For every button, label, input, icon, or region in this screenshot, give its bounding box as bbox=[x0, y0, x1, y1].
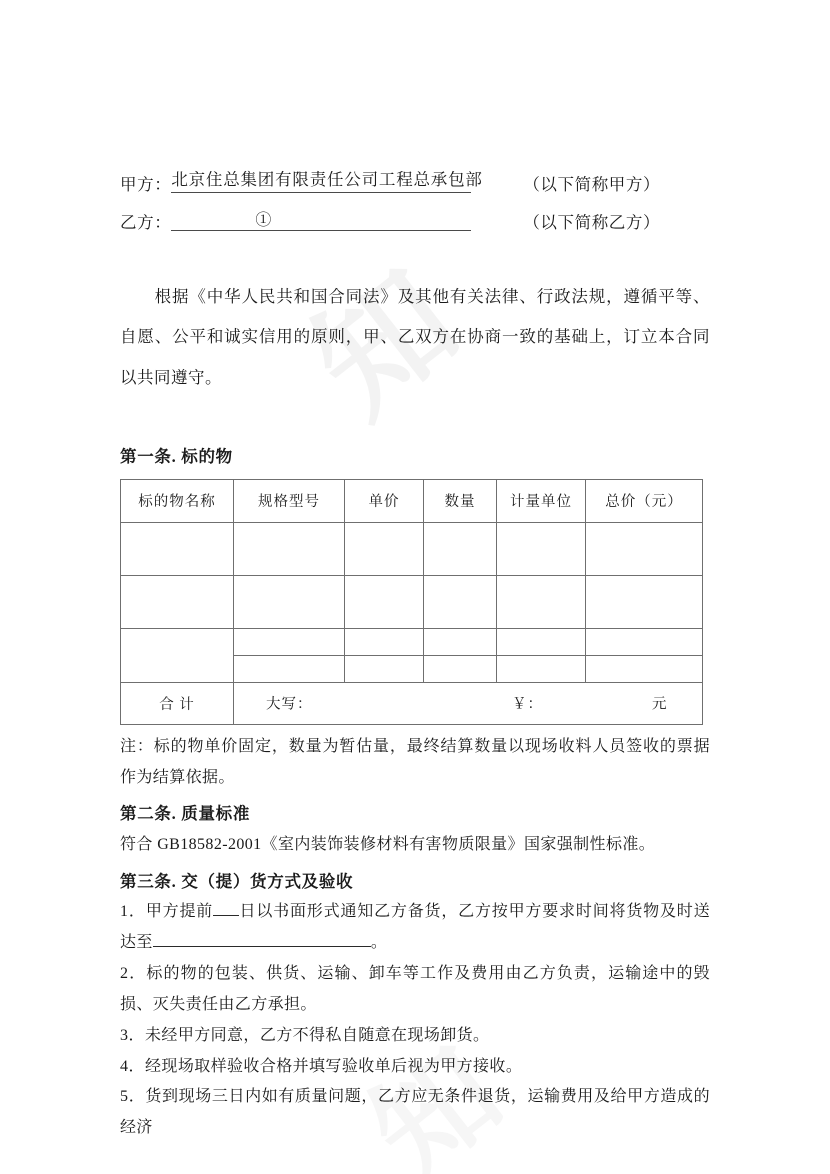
table-header-cell: 总价（元） bbox=[586, 479, 703, 522]
table-row bbox=[121, 575, 703, 628]
blank-field-location[interactable] bbox=[153, 946, 371, 947]
table-header-cell: 规格型号 bbox=[234, 479, 345, 522]
table-cell[interactable] bbox=[424, 628, 497, 655]
table-header-cell: 标的物名称 bbox=[121, 479, 234, 522]
table-cell-merged[interactable] bbox=[121, 628, 234, 682]
total-label-cell: 合 计 bbox=[121, 682, 234, 724]
parties-block bbox=[120, 0, 710, 231]
party-b-suffix: （以下简称乙方） bbox=[523, 212, 661, 232]
document-content bbox=[120, 0, 710, 1144]
item-number: 3． bbox=[120, 1026, 146, 1044]
clause-one-heading: 第一条. 标的物 bbox=[120, 447, 233, 467]
clause-three-item-1 bbox=[120, 897, 710, 959]
item-text-part2: 日以书面形式通知乙方备货，乙方按甲方要求时间将货物及时送达至 bbox=[120, 903, 710, 952]
table-note: 注：标的物单价固定，数量为暂估量，最终结算数量以现场收料人员签收的票据作为结算依据。 bbox=[120, 737, 710, 787]
total-unit-label: 元 bbox=[652, 696, 668, 713]
table-row bbox=[121, 628, 703, 655]
clause-three-item-4 bbox=[120, 1052, 710, 1083]
table-cell[interactable] bbox=[345, 575, 424, 628]
table-cell[interactable] bbox=[345, 628, 424, 655]
party-a-line bbox=[120, 172, 710, 193]
table-cell[interactable] bbox=[121, 575, 234, 628]
table-cell[interactable] bbox=[345, 522, 424, 575]
clause-three-item-2 bbox=[120, 959, 710, 1021]
intro-paragraph: 根据《中华人民共和国合同法》及其他有关法律、行政法规，遵循平等、自愿、公平和诚实信用的原则，甲、乙双方在协商一致的基础上，订立本合同以共同遵守。 bbox=[120, 287, 710, 387]
annotation-marker-1: ① bbox=[255, 212, 272, 229]
goods-table bbox=[120, 479, 703, 725]
table-cell[interactable] bbox=[234, 575, 345, 628]
table-cell[interactable] bbox=[586, 575, 703, 628]
table-header-cell: 单价 bbox=[345, 479, 424, 522]
clause-three-item-3 bbox=[120, 1021, 710, 1052]
total-daxie-label: 大写： bbox=[266, 696, 313, 713]
party-b-label: 乙方： bbox=[120, 212, 172, 232]
table-cell[interactable] bbox=[586, 655, 703, 682]
table-header-row bbox=[121, 479, 703, 522]
party-a-suffix: （以下简称甲方） bbox=[523, 174, 661, 194]
table-cell[interactable] bbox=[121, 522, 234, 575]
table-header-cell: 计量单位 bbox=[497, 479, 586, 522]
party-a-label: 甲方： bbox=[120, 174, 172, 194]
party-b-line bbox=[120, 210, 710, 231]
table-cell[interactable] bbox=[345, 655, 424, 682]
blank-field-days[interactable] bbox=[213, 915, 239, 916]
item-text: 货到现场三日内如有质量问题，乙方应无条件退货，运输费用及给甲方造成的经济 bbox=[120, 1088, 710, 1137]
table-cell[interactable] bbox=[586, 522, 703, 575]
item-text: 未经甲方同意，乙方不得私自随意在现场卸货。 bbox=[145, 1026, 490, 1044]
party-a-value: 北京住总集团有限责任公司工程总承包部 bbox=[171, 172, 471, 193]
table-cell[interactable] bbox=[497, 628, 586, 655]
item-number: 1． bbox=[120, 903, 146, 921]
table-cell[interactable] bbox=[424, 575, 497, 628]
total-yen-label: ￥： bbox=[512, 696, 543, 713]
clause-three-heading: 第三条. 交（提）货方式及验收 bbox=[120, 871, 354, 891]
table-cell[interactable] bbox=[234, 655, 345, 682]
table-total-row bbox=[121, 682, 703, 724]
total-amount-cell[interactable] bbox=[234, 682, 703, 724]
item-number: 5． bbox=[120, 1088, 146, 1106]
party-b-value bbox=[171, 210, 471, 231]
clause-two-text: 符合 GB18582-2001《室内装饰装修材料有害物质限量》国家强制性标准。 bbox=[120, 835, 656, 853]
clause-three-item-5 bbox=[120, 1082, 710, 1144]
item-text-part1: 甲方提前 bbox=[145, 903, 214, 921]
table-cell[interactable] bbox=[586, 628, 703, 655]
table-cell[interactable] bbox=[497, 575, 586, 628]
table-cell[interactable] bbox=[424, 522, 497, 575]
item-number: 4． bbox=[120, 1057, 146, 1075]
item-number: 2． bbox=[120, 964, 147, 982]
item-text: 经现场取样验收合格并填写验收单后视为甲方接收。 bbox=[145, 1057, 523, 1075]
table-cell[interactable] bbox=[424, 655, 497, 682]
item-text: 标的物的包装、供货、运输、卸车等工作及费用由乙方负责，运输途中的毁损、灭失责任由乙方承担。 bbox=[120, 964, 710, 1013]
table-header-cell: 数量 bbox=[424, 479, 497, 522]
table-cell[interactable] bbox=[234, 628, 345, 655]
table-cell[interactable] bbox=[234, 522, 345, 575]
table-row bbox=[121, 522, 703, 575]
table-cell[interactable] bbox=[497, 655, 586, 682]
clause-two-heading: 第二条. 质量标准 bbox=[120, 804, 251, 824]
item-text-part3: 。 bbox=[370, 934, 388, 952]
table-cell[interactable] bbox=[497, 522, 586, 575]
